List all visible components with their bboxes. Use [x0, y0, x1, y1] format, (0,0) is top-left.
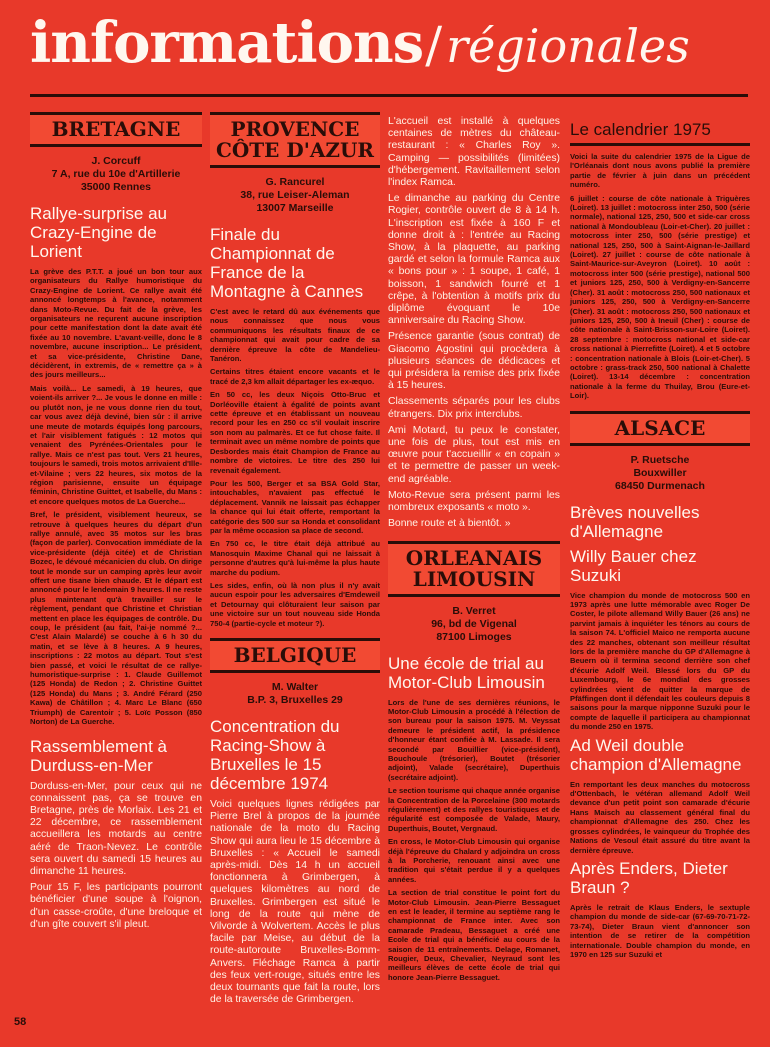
article-paragraph: La grève des P.T.T. a joué un bon tour aux organisateurs du Rallye humoristique du Crazy-Engine de Lorient. Ce rallye avait été annoncé longtemps à l'avance, notamment dans Moto-Revue. Du fait de la grève, les organisateurs ne reçurent aucune inscription pour cette manifestation dont la date avait été fixée au 10 novembre. L'avant-veille, donc le 8 novembre, aucune inscription... Le président, et sa vice-présidente, Christine Dane, décidèrent, in extremis, de « remettre ça » à des jours meilleurs...	[30, 267, 202, 380]
article-paragraph: Le section tourisme qui chaque année organise la Concentration de la Porcelaine (300 motards régulièrement) et des rallyes touristiques et de régularité est composée de Valade, Maury, Duperthuis, Boutet, Vergnaud.	[388, 786, 560, 833]
address-line: 87100 Limoges	[436, 630, 512, 643]
column-4	[570, 116, 750, 963]
article-paragraph: Lors de l'une de ses dernières réunions, le Motor-Club Limousin a procédé à l'élection de son bureau pour la saison 1975. M. Veyssat demeure le président actif, la présidence d'honneur étant confiée à M. Lassade. Il sera secondé par Bouillier (vice-président), Bouchoule (trésorier), Boutet (trésorier adjoint), Valade (secrétaire), Duperthuis (secrétaire adjoint).	[388, 697, 560, 782]
article-title: Rassemblement à Durduss-en-Mer	[30, 736, 168, 775]
column-1	[30, 112, 202, 935]
masthead-sub: régionales	[446, 19, 690, 73]
article-paragraph: 6 juillet : course de côte nationale à Triguères (Loiret). 13 juillet : motocross inter 250, 500 (série normale), national 125, 250, 500 et side-car cross national à Mondoubleau (Loir-et-Cher). 20 juillet : motocross inter 250, 500 (série prestige) et national 125, 250, 500 à Saint-Aignan-le-Jaillard (Loiret). 27 juillet : course de côte nationale à Saint-Maurice-sur-Aveyron (Loiret). 10 août : motocross inter 500 (série prestige), national 500 et juniors 125, 250, 500 à Verdigny-en-Sancerre (Cher). 31 août : motocross 250, 500 nationaux et juniors 125, 250, 500 à Verdigny-en-Sancerre (Cher). 31 août : motocross 250, 500 nationaux et juniors 125, 250, 500 à Ineuil (Cher) : course de côte nationale à Saint-Brisson-sur-Loire (Loiret). 28 septembre : motocross national et side-car cross national à Pierrefitte (Loiret). 4 et 5 octobre : concentration nationale à Blois (Loir-et-Cher). 5 octobre : grass-track 250, 500 national à Chalette (Loiret). 13-14 décembre : concentration nationale à la ferme du Thuilay, Brou (Eure-et-Loir).	[570, 193, 750, 401]
address-line: B. Verret	[452, 604, 496, 617]
masthead-separator: /	[425, 16, 443, 74]
article-paragraph: Ami Motard, tu peux le constater, une fois de plus, tout est mis en œuvre pour t'accueillir « en copain » et te permettre de passer un week-end agréable.	[388, 424, 560, 485]
article-paragraph: Pour les 500, Berger et sa BSA Gold Star, intouchables, n'avaient pas effectué le déplacement. Vannik ne laissait pas échapper la chance qui lui était offerte, remportant la catégorie des 500 sur sa Honda et consolidant par la même occasion sa place de second.	[210, 478, 380, 535]
page-number: 58	[14, 1016, 27, 1028]
article-title: Le calendrier 1975	[570, 120, 750, 146]
address-line: 68450 Durmenach	[615, 479, 705, 492]
correspondent-address	[388, 605, 560, 644]
region-header-bretagne: BRETAGNE	[30, 112, 202, 147]
masthead-main: informations	[30, 10, 424, 76]
article-paragraph: Moto-Revue sera présent parmi les nombreux exposants « moto ».	[388, 489, 560, 514]
article-paragraph: En remportant les deux manches du motocross d'Ottenbach, le vétéran allemand Adolf Weil devance d'un petit point son camarade d'écurie Hans Maisch au classement général final du championnat d'Allemagne des 250. Chez les grosses cylindrées, le vainqueur du Trophée des Nations de Vesoul était assuré du titre avant la dernière épreuve.	[570, 779, 750, 855]
article-paragraph: Le dimanche au parking du Centre Rogier, contrôle ouvert de 8 à 14 h. L'inscription est fixée à 160 F et donne droit à : l'entrée au Racing Show, à la plaquette, au parking gardé et selon la formule Ramca aux « bons pour » : 1 soupe, 1 café, 1 boisson, 1 sandwich fourré et 1 crêpe, à l'obtention à motifs prix du diplôme évoquant le 10e anniversaire du Racing Show.	[388, 193, 560, 327]
region-header-orleanais: ORLEANAIS LIMOUSIN	[388, 541, 560, 597]
article-paragraph: Dorduss-en-Mer, pour ceux qui ne connaissent pas, ça se trouve en Bretagne, près de Morlaix. Les 21 et 22 décembre, ce rassemblement accueillera les motards au centre aéré de Traon-Nevez. Le contrôle sera ouvert du samedi 15 heures au dimanche 11 heures.	[30, 780, 202, 877]
article-paragraph: Certains titres étaient encore vacants et le tracé de 2,3 km allait départager les ex-æquo.	[210, 367, 380, 386]
address-line: 35000 Rennes	[80, 181, 152, 193]
article-paragraph: Voici la suite du calendrier 1975 de la Ligue de l'Orléanais dont nous avons publié la première partie de février à juin dans un précédent numéro.	[570, 152, 750, 190]
article-paragraph: Vice champion du monde de motocross 500 en 1973 après une lutte mémorable avec Roger De Coster, le pilote allemand Willy Bauer (26 ans) ne parvint jamais à inquiéter les ténors au cours de la saison 74. L'officiel Maico ne remporta aucune des 22 manches, obtenant son meilleur résultat lors de la première manche du GP d'Allemagne à Beuern où il termina second derrière son chef d'écurie Adolf Weil. Blessé lors du GP du Luxembourg, le 6e mondial des grosses cylindrées vient de quitter la marque de Pfäffingen dont il défendait les couleurs depuis 8 saisons pour la marque nipponne Suzuki pour le compte de laquelle il participera au championnat du monde 250 en 1975.	[570, 590, 750, 732]
article-title: Concentration du Racing-Show à Bruxelles le 15 décembre 1974	[210, 717, 340, 793]
address-line: Bouxwiller	[633, 466, 687, 479]
article-paragraph: En 750 cc, le titre était déjà attribué au Manosquin Maxime Chanal qui ne laissait à personne d'autres qu'à lui-même la plus haute marche du podium.	[210, 539, 380, 577]
address-line: P. Ruetsche	[630, 453, 690, 466]
address-line: G. Rancurel	[265, 176, 325, 188]
article-title: Finale du Championnat de France de la Montagne à Cannes	[210, 225, 364, 301]
region-header-belgique: BELGIQUE	[210, 638, 380, 673]
address-line: 96, bd de Vigenal	[431, 617, 517, 630]
address-line: J. Corcuff	[91, 155, 141, 167]
address-line: 38, rue Leiser-Aleman	[240, 189, 350, 201]
article-title: Une école de trial au Motor-Club Limousin	[388, 653, 545, 692]
article-paragraph: Bref, le président, visiblement heureux, se retrouve à quelques heures du départ d'un rallye annulé, avec 35 motos sur les bras (façon de parler). Convocation immédiate de la vice-présidente (déjà citée) et de Christian Bozec, le dévoué mécanicien du club. On dirige tout le monde sur un camping après leur avoir offert une tisane bien chaude. Et le départ est annoncé pour le lendemain 9 heures. Il ne reste plus maintenant qu'à travailler sur le règlement, pendant que Christine et Christian mettent en place les équipages de contrôle. Du coup, le président (au fait, l'ai-je nommé ?... C'est Alain Malardé) se couche à 6 h 30 du matin, et se lève à 8 heures. A 9 heures, inscriptions : 22 motos au départ. Tout s'est bien passé, et voici le résultat de ce rallye-humoristique-surprise : 1. Claude Guillemot (125 Honda) de Redon ; 2. Christine Guittet (125 Honda) du Mans ; 3. André Férard (250 Kawa) de Châtillon ; 4. Marc Le Blanc (650 Triumph) de Carentoir ; 5. Loïc Posson (850 Norton) de La Guerche.	[30, 510, 202, 727]
article-paragraph: La section de trial constitue le point fort du Motor-Club Limousin. Jean-Pierre Bessaguet en est le leader, il termine au septième rang le championnat de France inter. Avec son camarade Pradeau, Bessaguet a créé une Ecole de trial qui a bénéficié au cours de la saison de 11 entraînements. Delage, Romanet, Rougier, Deux, Chevalier, Neyraud sont les meilleurs élèves de cette école de trial qui honore Jean-Pierre Bessaguet.	[388, 888, 560, 982]
article-paragraph: C'est avec le retard dû aux événements que nous connaissez que nous vous communiquons les résultats finaux de ce championnat qui avait pour cadre de sa dernière épreuve la côte de Mandelieu-Tanéron.	[210, 307, 380, 364]
region-header-alsace: ALSACE	[570, 411, 750, 446]
address-line: B.P. 3, Bruxelles 29	[247, 694, 343, 706]
article-paragraph: En 50 cc, les deux Niçois Otto-Bruc et Dorléoville étaient à égalité de points avant cette épreuve et en établissant un nouveau record pour les en 250 cc s'il voulait inscrire son nom au palmarès. Et ce fut chose faite. Il terminait avec un même nombre de points que Desbordes mais était Champion de France au nombre de victoires. Le titre des 250 lui revenait également.	[210, 390, 380, 475]
article-paragraph: Pour 15 F, les participants pourront bénéficier d'une soupe à l'oignon, d'un casse-croûte, d'une breloque et d'un gîte couvert s'il pleut.	[30, 882, 202, 930]
masthead	[30, 10, 750, 90]
address-line: M. Walter	[271, 681, 319, 693]
article-paragraph: L'accueil est installé à quelques centaines de mètres du château-restaurant : « Charles Roy ». Camping — possibilités (limitées) d'hébergement. Ravitaillement selon l'index Ramca.	[388, 116, 560, 189]
correspondent-address	[210, 176, 380, 215]
article-title: Ad Weil double champion d'Allemagne	[570, 735, 742, 774]
article-paragraph: Voici quelques lignes rédigées par Pierre Brel à propos de la journée nationale de la moto du Racing Show qui aura lieu le 15 décembre à Bruxelles : « Accueil le samedi après-midi. Dès 14 h un accueil fonctionnera à Grimbergen, à quelques kilomètres au nord de Bruxelles. Grimbergen est situé le long de la route qui mène de Vilvorde à Wolvertem. Accès le plus facile par Meise, au début de la route-autoroute Bruxelles-Bomm-Anvers. Fléchage Ramca à partir des feux vert-rouge, situés entre les deux tournants que fait la route, lors de la traversée de Grimbergen.	[210, 799, 380, 1006]
article-title: Willy Bauer chez Suzuki	[570, 546, 697, 585]
article-title: Rallye-surprise au Crazy-Engine de Lorient	[30, 204, 167, 261]
article-paragraph: Présence garantie (sous contrat) de Giacomo Agostini qui procèdera à plusieurs séances de dédicaces et qui présidera la remise des prix fixée à 15 heures.	[388, 331, 560, 392]
article-title: Après Enders, Dieter Braun ?	[570, 858, 728, 897]
correspondent-address	[30, 155, 202, 194]
top-rule	[30, 94, 748, 97]
article-paragraph: Les sides, enfin, où là non plus il n'y avait aucun espoir pour les adversaires d'Emdeweil et Detournay qui clôturaient leur saison par une victoire sur un tout nouveau side Honda 750-4 (partie-cycle et moteur ?).	[210, 580, 380, 628]
address-line: 13007 Marseille	[256, 202, 334, 214]
article-paragraph: En cross, le Motor-Club Limousin qui organise déjà l'épreuve du Chalard y adjoindra un cross à la Porcherie, renouant ainsi avec une tradition qui s'était perdue il y a quelques années.	[388, 837, 560, 884]
column-2	[210, 112, 380, 1010]
article-paragraph: Classements séparés pour les clubs étrangers. Dix prix interclubs.	[388, 396, 560, 420]
column-3	[388, 116, 560, 986]
article-paragraph: Après le retrait de Klaus Enders, le sextuple champion du monde de side-car (67-69-70-71-72-73-74), Dieter Braun vient d'annoncer son intention de se retirer de la compétition internationale. Double champion du monde, en 1970 en 125 sur Suzuki et	[570, 902, 750, 959]
correspondent-address	[210, 681, 380, 707]
correspondent-address	[570, 454, 750, 493]
address-line: 7 A, rue du 10e d'Artillerie	[51, 168, 181, 180]
article-paragraph: Mais voilà... Le samedi, à 19 heures, que voient-ils arriver ?... Je vous le donne en mille : ou plutôt non, je ne vous donne rien du tout, car vous avez déjà deviné, bien sûr : il arrive une meute de motards équipés long parcours, et l'air visiblement fatigués : 12 motos qui venaient des Pyrénées-Orientales pour le rallye. Mais ce n'est pas tout. Vers 21 heures, toujours le samedi, trois motos arrivaient d'Ille-et-Vilaine ; vers 22 heures, six motos de la région parisienne, ensuite un équipage féminin, Christine Guittet, et Isabelle, du Mans : et encore quelques motos de La Guerche...	[30, 383, 202, 506]
article-paragraph: Bonne route et à bientôt. »	[388, 518, 511, 530]
article-title: Brèves nouvelles d'Allemagne	[570, 502, 700, 541]
region-header-provence: PROVENCE CÔTE D'AZUR	[210, 112, 380, 168]
